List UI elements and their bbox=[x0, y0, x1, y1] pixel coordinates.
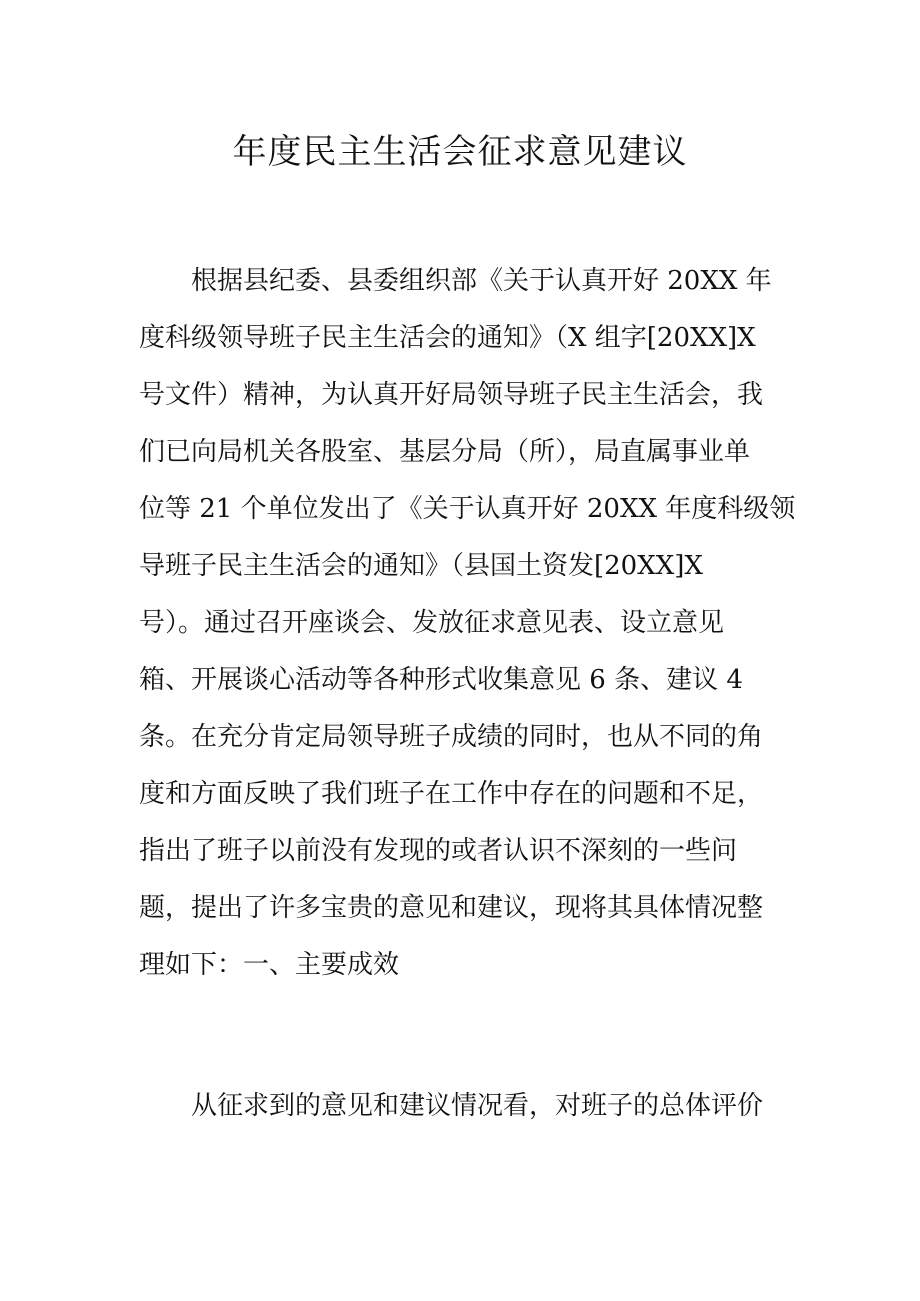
paragraph-1-line-3: 号文件）精神，为认真开好局领导班子民主生活会，我 bbox=[139, 380, 764, 410]
paragraph-1-line-9: 条。在充分肯定局领导班子成绩的同时，也从不同的角 bbox=[139, 722, 764, 752]
paragraph-1-line-6: 导班子民主生活会的通知》（县国土资发[20XX]X bbox=[139, 551, 703, 581]
paragraph-2-line-1: 从征求到的意见和建议情况看，对班子的总体评价 bbox=[191, 1091, 764, 1121]
paragraph-1-line-13: 理如下：一、主要成效 bbox=[139, 950, 400, 980]
paragraph-1-line-10: 度和方面反映了我们班子在工作中存在的问题和不足， bbox=[139, 779, 764, 809]
paragraph-1-line-2: 度科级领导班子民主生活会的通知》（X 组字[20XX]X bbox=[139, 323, 756, 353]
paragraph-1-line-7: 号）。通过召开座谈会、发放征求意见表、设立意见 bbox=[139, 608, 725, 638]
paragraph-1-line-4: 们已向局机关各股室、基层分局（所），局直属事业单 bbox=[139, 437, 751, 467]
paragraph-1-line-5: 位等 21 个单位发出了《关于认真开好 20XX 年度科级领 bbox=[139, 494, 796, 524]
paragraph-1-line-1: 根据县纪委、县委组织部《关于认真开好 20XX 年 bbox=[191, 266, 772, 296]
paragraph-1-line-11: 指出了班子以前没有发现的或者认识不深刻的一些问 bbox=[139, 836, 738, 866]
document-title: 年度民主生活会征求意见建议 bbox=[232, 132, 688, 172]
paragraph-1-line-12: 题，提出了许多宝贵的意见和建议，现将其具体情况整 bbox=[139, 893, 764, 923]
paragraph-1-line-8: 箱、开展谈心活动等各种形式收集意见 6 条、建议 4 bbox=[139, 665, 743, 695]
